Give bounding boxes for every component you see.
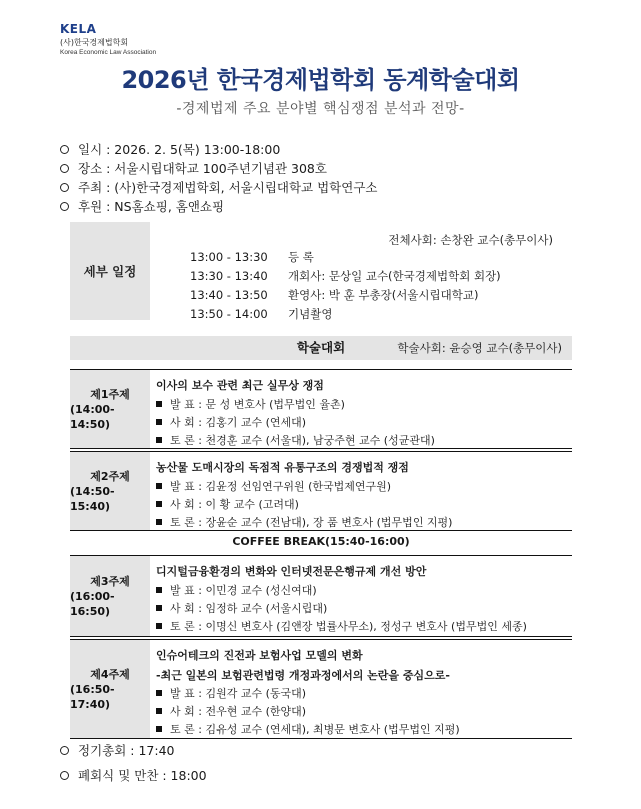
session-presenter: 발 표 : 김원각 교수 (동국대) (156, 685, 572, 703)
closing-dinner: 폐회식 및 만찬 : 18:00 (60, 766, 207, 784)
session-4 (70, 639, 572, 739)
schedule-chair: 전체사회: 손창완 교수(총무이사) (388, 233, 553, 247)
schedule-item: 13:40 - 13:50 환영사: 박 훈 부총장(서울시립대학교) (190, 288, 479, 302)
session-moderator: 사 회 : 김홍기 교수 (연세대) (156, 414, 572, 432)
session-moderator: 사 회 : 임정하 교수 (서울시립대) (156, 600, 572, 618)
square-bullet-icon (156, 708, 162, 714)
academic-title: 학술대회 (296, 340, 346, 355)
session-body (156, 375, 572, 450)
page-title: 2026년 한국경제법학회 동계학술대회 (121, 66, 520, 94)
session-presenter: 발 표 : 이민경 교수 (성신여대) (156, 582, 572, 600)
session-subtopic: -최근 일본의 보험관련법령 개정과정에서의 논란을 중심으로- (156, 669, 450, 682)
session-1 (70, 369, 572, 449)
logo-english-name: Korea Economic Law Association (60, 49, 157, 56)
schedule-item: 13:30 - 13:40 개회사: 문상일 교수(한국경제법학회 회장) (190, 269, 501, 283)
square-bullet-icon (156, 519, 162, 525)
session-topic: 인슈어테크의 진전과 보험사업 모델의 변화 (156, 649, 363, 662)
schedule-label: 세부 일정 (70, 222, 150, 320)
session-moderator: 사 회 : 전우현 교수 (한양대) (156, 703, 572, 721)
square-bullet-icon (156, 605, 162, 611)
schedule-list (190, 248, 501, 324)
circle-bullet-icon (60, 145, 69, 154)
event-info-list (60, 140, 377, 216)
academic-moderator: 학술사회: 윤승영 교수(총무이사) (397, 341, 562, 355)
info-host: 주최 : (사)한국경제법학회, 서울시립대학교 법학연구소 (60, 178, 377, 197)
session-presenter: 발 표 : 김윤정 선임연구위원 (한국법제연구원) (156, 478, 572, 496)
square-bullet-icon (156, 419, 162, 425)
circle-bullet-icon (60, 164, 69, 173)
square-bullet-icon (156, 501, 162, 507)
square-bullet-icon (156, 401, 162, 407)
info-venue: 장소 : 서울시립대학교 100주년기념관 308호 (60, 159, 377, 178)
general-meeting: 정기총회 : 17:40 (60, 741, 174, 759)
circle-bullet-icon (60, 771, 69, 780)
square-bullet-icon (156, 726, 162, 732)
session-topic: 이사의 보수 관련 최근 실무상 쟁점 (156, 379, 324, 392)
coffee-break: COFFEE BREAK(15:40-16:00) (232, 535, 410, 548)
session-body (156, 457, 572, 532)
session-label: 제1주제 (14:00-14:50) (70, 370, 150, 448)
square-bullet-icon (156, 623, 162, 629)
session-discussants: 토 론 : 장윤순 교수 (전남대), 장 품 변호사 (법무법인 지평) (156, 514, 572, 532)
square-bullet-icon (156, 587, 162, 593)
session-discussants: 토 론 : 천경훈 교수 (서울대), 남궁주현 교수 (성균관대) (156, 432, 572, 450)
schedule-item: 13:50 - 14:00 기념촬영 (190, 307, 333, 321)
session-discussants: 토 론 : 이명신 변호사 (김앤장 법률사무소), 정성구 변호사 (법무법인 세종) (156, 618, 572, 636)
academic-header (70, 336, 572, 360)
session-label: 제4주제 (16:50-17:40) (70, 640, 150, 738)
square-bullet-icon (156, 437, 162, 443)
circle-bullet-icon (60, 202, 69, 211)
logo-acronym: KELA (60, 22, 97, 36)
session-body (156, 561, 572, 636)
logo-korean-name: (사)한국경제법학회 (60, 38, 129, 47)
session-3 (70, 555, 572, 637)
association-logo (60, 22, 156, 56)
square-bullet-icon (156, 483, 162, 489)
circle-bullet-icon (60, 183, 69, 192)
session-presenter: 발 표 : 문 성 변호사 (법무법인 율촌) (156, 396, 572, 414)
session-topic: 디지털금융환경의 변화와 인터넷전문은행규제 개선 방안 (156, 565, 427, 578)
session-label: 제2주제 (14:50-15:40) (70, 452, 150, 530)
schedule-item: 13:00 - 13:30 등 록 (190, 250, 314, 264)
session-label: 제3주제 (16:00-16:50) (70, 556, 150, 636)
square-bullet-icon (156, 690, 162, 696)
page-subtitle: -경제법제 주요 분야별 핵심쟁점 분석과 전망- (176, 101, 465, 117)
session-topic: 농산물 도매시장의 독점적 유통구조의 경쟁법적 쟁점 (156, 461, 409, 474)
session-moderator: 사 회 : 이 황 교수 (고려대) (156, 496, 572, 514)
info-date: 일시 : 2026. 2. 5(목) 13:00-18:00 (60, 140, 377, 159)
session-2 (70, 451, 572, 531)
info-sponsor: 후원 : NS홈쇼핑, 홈앤쇼핑 (60, 197, 377, 216)
circle-bullet-icon (60, 746, 69, 755)
session-body (156, 645, 572, 739)
session-discussants: 토 론 : 김유성 교수 (연세대), 최병문 변호사 (법무법인 지평) (156, 721, 572, 739)
